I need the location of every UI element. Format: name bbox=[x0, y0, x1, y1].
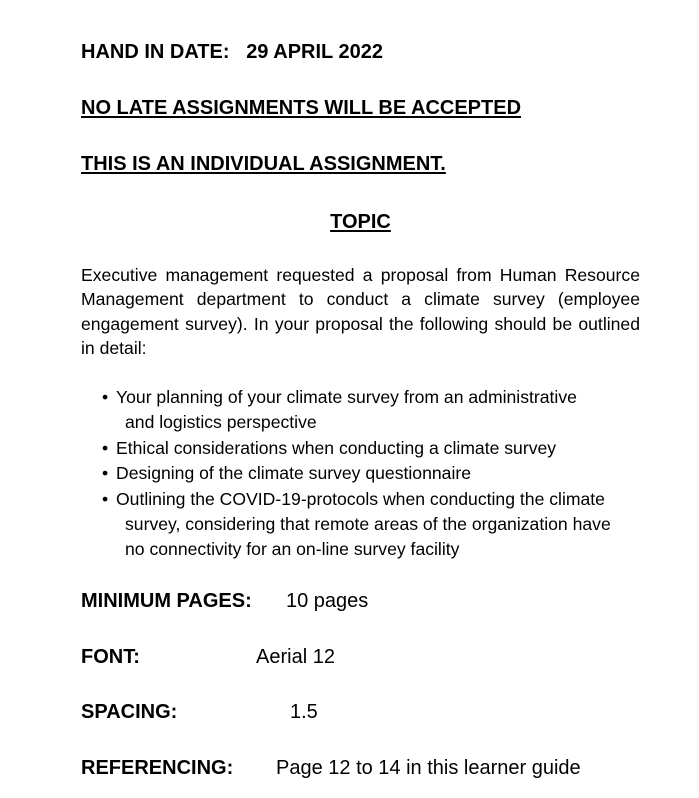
spacing-value: 1.5 bbox=[290, 701, 318, 723]
bullet-text: Ethical considerations when conducting a climate survey bbox=[116, 437, 557, 458]
bullet-continuation: no connectivity for an on-line survey facility bbox=[125, 538, 460, 559]
bullet-text: Designing of the climate survey questionnaire bbox=[116, 463, 472, 484]
intro-paragraph: Executive management requested a proposal from Human Resource Management department to conduct a climate survey (employee engagement survey). In your proposal the following should be outlined in detail: bbox=[81, 265, 640, 358]
topic-heading: TOPIC bbox=[330, 211, 391, 233]
no-late-notice: NO LATE ASSIGNMENTS WILL BE ACCEPTED bbox=[81, 97, 522, 119]
bullet-icon: • bbox=[102, 489, 109, 510]
font-value: Aerial 12 bbox=[256, 646, 335, 668]
referencing-label: REFERENCING: bbox=[81, 757, 234, 779]
font-label: FONT: bbox=[81, 646, 140, 668]
list-item bbox=[102, 487, 647, 561]
bullet-icon: • bbox=[102, 463, 109, 484]
hand-in-date-value: 29 APRIL 2022 bbox=[246, 41, 383, 63]
min-pages-value: 10 pages bbox=[286, 590, 369, 612]
bullet-text: Outlining the COVID-19-protocols when conducting the climate bbox=[116, 489, 605, 510]
list-item bbox=[102, 385, 647, 435]
bullet-continuation: survey, considering that remote areas of the organization have bbox=[125, 513, 611, 534]
bullet-text: Your planning of your climate survey from an administrative bbox=[116, 387, 577, 407]
hand-in-date-line bbox=[81, 40, 383, 64]
bullet-icon: • bbox=[102, 387, 109, 407]
topic-heading-row bbox=[0, 210, 699, 234]
bullet-icon: • bbox=[102, 437, 109, 458]
list-item bbox=[102, 461, 647, 486]
min-pages-label: MINIMUM PAGES: bbox=[81, 590, 252, 612]
referencing-value: Page 12 to 14 in this learner guide bbox=[276, 757, 581, 779]
spacing-label: SPACING: bbox=[81, 701, 178, 723]
individual-notice: THIS IS AN INDIVIDUAL ASSIGNMENT. bbox=[81, 153, 446, 175]
bullet-continuation: and logistics perspective bbox=[125, 411, 317, 432]
bullet-list bbox=[102, 385, 647, 562]
hand-in-date-label: HAND IN DATE: bbox=[81, 41, 230, 63]
list-item bbox=[102, 436, 647, 461]
